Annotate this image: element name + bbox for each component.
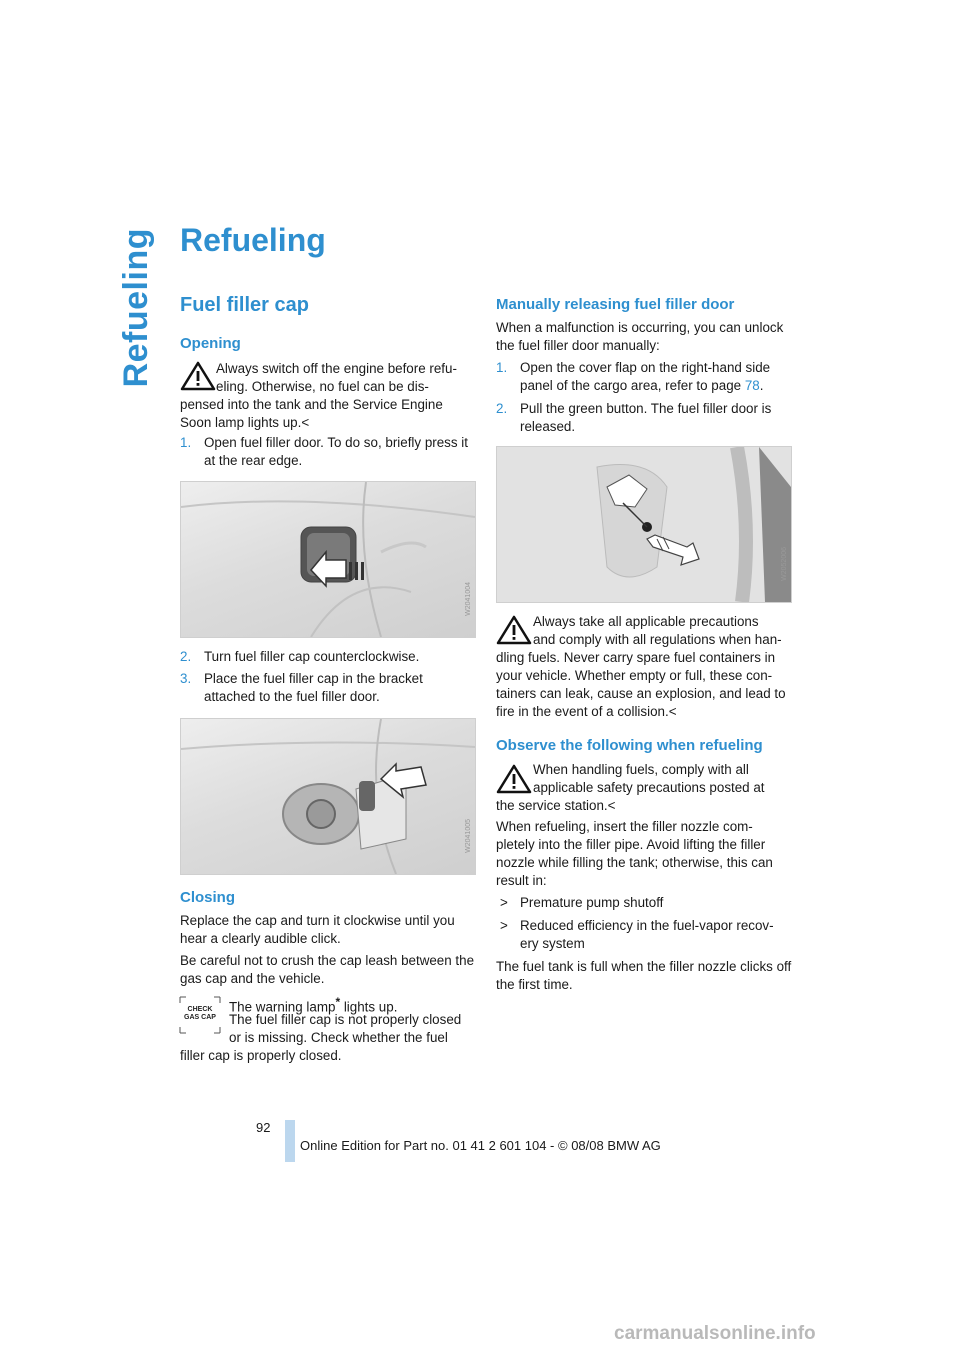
- lamp-label-line-2: GAS CAP: [184, 1014, 216, 1021]
- lamp-text-line-2: The fuel filler cap is not properly closed: [229, 1012, 462, 1027]
- lamp-text-1a: The warning lamp: [229, 999, 336, 1015]
- cargo-release-illustration: [497, 447, 791, 602]
- step-1-number: 1.: [180, 435, 192, 450]
- page-number: 92: [256, 1120, 271, 1135]
- end-mark-3: <: [607, 798, 616, 813]
- subsection-title-observe: Observe the following when refueling: [496, 737, 763, 754]
- manual-step-2-number: 2.: [496, 401, 508, 416]
- tank-full-paragraph: The fuel tank is full when the filler nozzle clicks off the first time.: [496, 959, 792, 992]
- warning-2-line-3: dling fuels. Never carry spare fuel containers in: [496, 650, 776, 665]
- subsection-title-opening: Opening: [180, 335, 241, 352]
- opening-warning-line-4: [180, 414, 475, 432]
- photo-3-code: W2052006: [781, 547, 788, 581]
- refueling-paragraph: When refueling, insert the filler nozzle com- pletely into the filler pipe. Avoid lifting the filler nozzle while filling the tank; otherwise, this can result in:: [496, 819, 773, 888]
- warning-3-line-2: applicable safety precautions posted at: [533, 780, 765, 795]
- bullet-2-mark: >: [500, 918, 508, 933]
- check-gas-cap-lamp-icon: [178, 995, 222, 1035]
- warning-2-line-5: tainers can leak, cause an explosion, and lead to: [496, 686, 786, 701]
- bullet-1-text: Premature pump shutoff: [520, 895, 664, 910]
- manual-step-1-end: .: [759, 378, 764, 393]
- manual-step-2-text: Pull the green button. The fuel filler door is released.: [520, 401, 772, 434]
- step-2-text: Turn fuel filler cap counterclockwise.: [204, 649, 420, 664]
- opening-warning-line-4-text: Soon lamp lights up.: [180, 415, 302, 430]
- side-chapter-tab: [114, 228, 158, 518]
- page-title: Refueling: [180, 222, 326, 258]
- page-78-link[interactable]: 78: [744, 378, 760, 393]
- end-mark: <: [301, 415, 310, 430]
- fuel-cap-bracket-photo: [180, 718, 476, 875]
- photo-1-code: W2041004: [465, 582, 472, 616]
- warning-triangle-icon: [180, 361, 216, 391]
- section-title-fuel-filler-cap: Fuel filler cap: [180, 294, 309, 316]
- fuel-door-illustration: [181, 482, 475, 637]
- warning-2-line-6-text: fire in the event of a collision.: [496, 704, 669, 719]
- manual-intro: When a malfunction is occurring, you can unlock the fuel filler door manually:: [496, 320, 784, 353]
- opening-warning-line-3: pensed into the tank and the Service Engine: [180, 397, 443, 412]
- step-1-text: Open fuel filler door. To do so, briefly press it at the rear edge.: [204, 435, 468, 468]
- warning-2-line-1: Always take all applicable precautions: [533, 614, 759, 629]
- warning-3-line-1: When handling fuels, comply with all: [533, 762, 749, 777]
- bullet-2-text: Reduced efficiency in the fuel-vapor recov- ery system: [520, 918, 774, 951]
- closing-paragraph-1: Replace the cap and turn it clockwise until you hear a clearly audible click.: [180, 913, 455, 946]
- fuel-filler-door-photo: [180, 481, 476, 638]
- lamp-text-1b: lights up.: [340, 999, 398, 1015]
- lamp-text-line-4: filler cap is properly closed.: [180, 1048, 342, 1063]
- cargo-area-release-photo: [496, 446, 792, 603]
- watermark-text[interactable]: carmanualsonline.info: [614, 1323, 816, 1344]
- manual-step-1-text: [520, 359, 792, 395]
- lamp-text-line-3: or is missing. Check whether the fuel: [229, 1030, 448, 1045]
- end-mark-2: <: [668, 704, 677, 719]
- bullet-1-mark: >: [500, 895, 508, 910]
- subsection-title-manual-release: Manually releasing fuel filler door: [496, 296, 735, 313]
- side-chapter-label: Refueling: [116, 228, 155, 388]
- footer-edition-text: Online Edition for Part no. 01 41 2 601 104 - © 08/08 BMW AG: [300, 1138, 661, 1153]
- warning-2-line-6: [496, 703, 796, 721]
- step-3-number: 3.: [180, 671, 192, 686]
- opening-warning-line-1: Always switch off the engine before refu-: [216, 361, 457, 376]
- warning-triangle-icon-3: [496, 764, 532, 794]
- lamp-label-line-1: CHECK: [187, 1006, 213, 1013]
- fuel-cap-illustration: [181, 719, 475, 874]
- warning-3-line-3: [496, 797, 796, 815]
- manual-step-1-number: 1.: [496, 360, 508, 375]
- opening-warning-line-2: eling. Otherwise, no fuel can be dis-: [216, 379, 429, 394]
- step-2-number: 2.: [180, 649, 192, 664]
- manual-step-1-body: Open the cover flap on the right-hand side panel of the cargo area, refer to page: [520, 360, 771, 393]
- step-3-text: Place the fuel filler cap in the bracket attached to the fuel filler door.: [204, 671, 423, 704]
- subsection-title-closing: Closing: [180, 889, 235, 906]
- warning-2-line-2: and comply with all regulations when han-: [533, 632, 782, 647]
- footer-accent-bar: [285, 1120, 295, 1162]
- photo-2-code: W2041005: [465, 819, 472, 853]
- warning-3-line-3-text: the service station.: [496, 798, 608, 813]
- optional-equipment-star: *: [335, 995, 341, 1009]
- warning-triangle-icon-2: [496, 615, 532, 645]
- closing-paragraph-2: Be careful not to crush the cap leash between the gas cap and the vehicle.: [180, 953, 475, 986]
- warning-2-line-4: your vehicle. Whether empty or full, these con-: [496, 668, 773, 683]
